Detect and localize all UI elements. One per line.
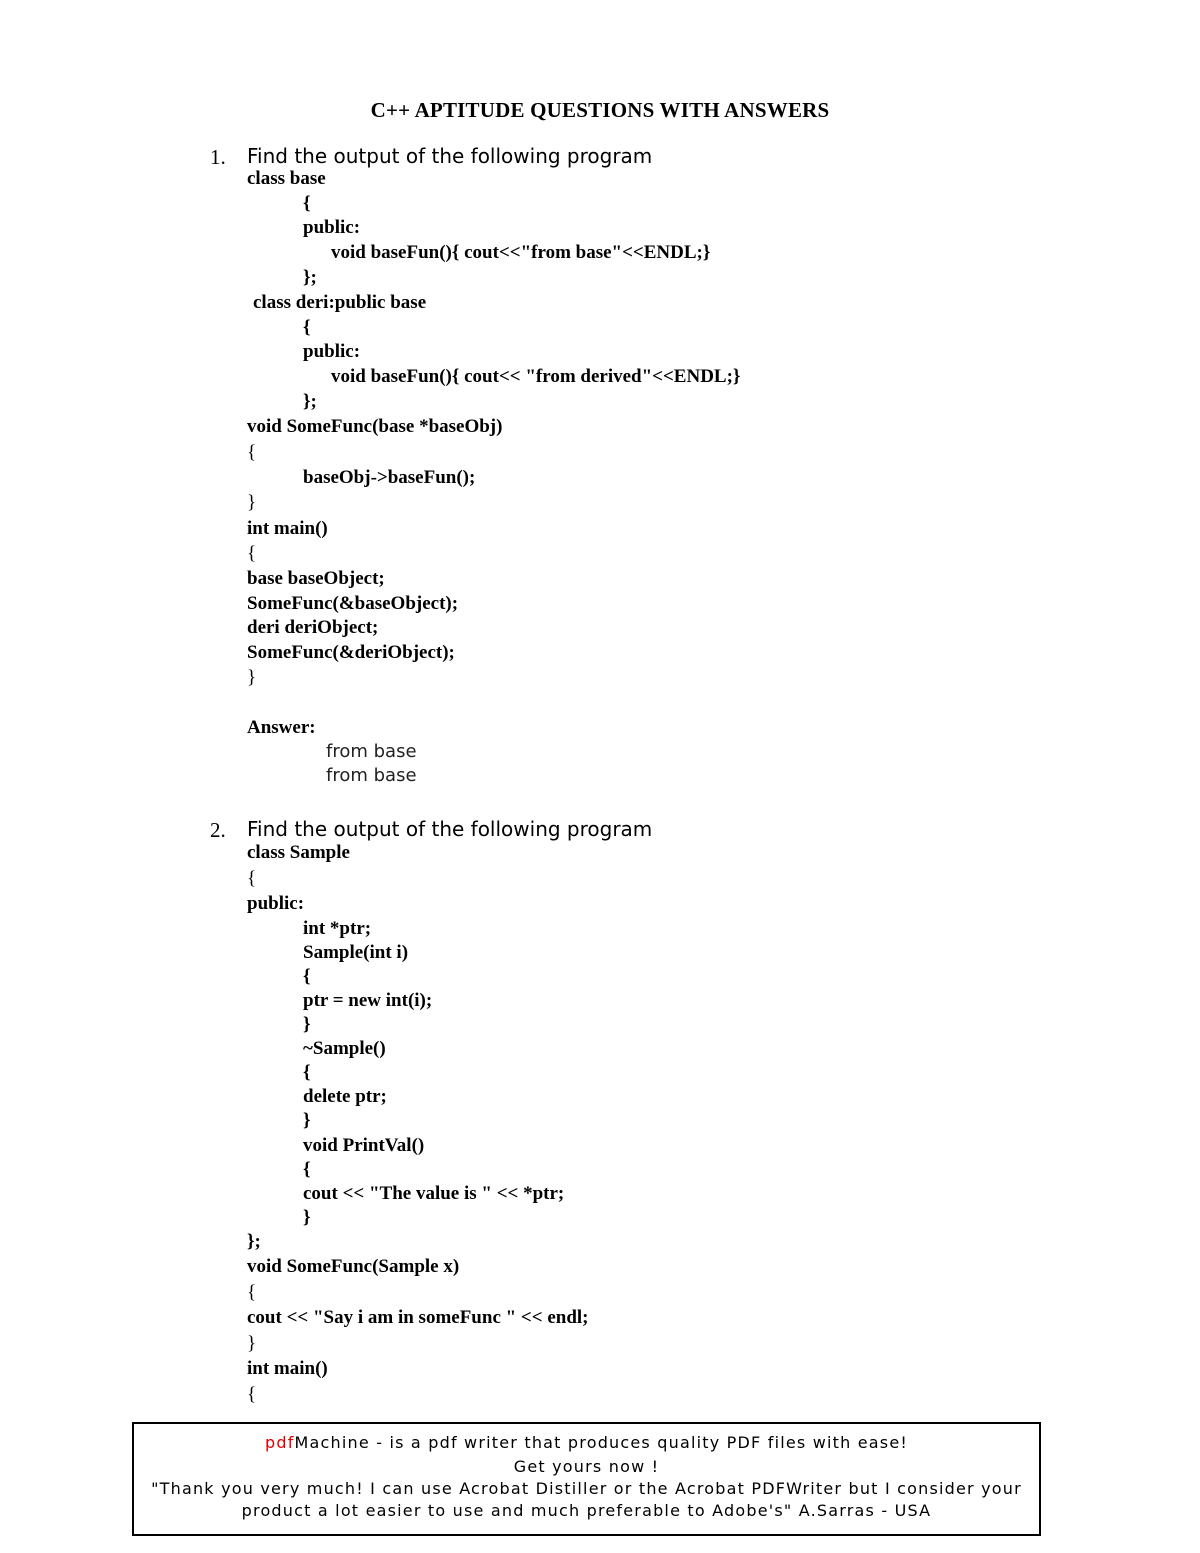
code-line: { <box>247 1282 257 1303</box>
code-line: { <box>247 868 257 889</box>
code-line: Sample(int i) <box>303 942 409 963</box>
code-line: { <box>247 1384 257 1405</box>
code-line: } <box>303 1014 311 1035</box>
code-line: }; <box>247 1231 261 1252</box>
footer-line-4: product a lot easier to use and much preferable to Adobe's" A.Sarras - USA <box>241 1501 932 1520</box>
code-line: SomeFunc(&baseObject); <box>247 593 459 614</box>
code-line: }; <box>303 391 317 412</box>
code-line: ptr = new int(i); <box>303 990 433 1011</box>
code-line: base baseObject; <box>247 568 385 589</box>
code-line: baseObj->baseFun(); <box>303 467 476 488</box>
footer-line-1-text: Machine - is a pdf writer that produces quality PDF files with ease! <box>294 1433 908 1452</box>
footer-line-3: "Thank you very much! I can use Acrobat Distiller or the Acrobat PDFWriter but I consider your <box>151 1479 1022 1498</box>
code-line: class Sample <box>247 842 350 863</box>
code-line: { <box>247 543 257 564</box>
answer-line: from base <box>326 741 417 762</box>
code-line: }; <box>303 267 317 288</box>
code-line: } <box>247 492 257 513</box>
code-line: int main() <box>247 1358 328 1379</box>
code-line: } <box>303 1207 311 1228</box>
footer-brand-prefix: pdf <box>265 1433 295 1452</box>
question-2-prompt: Find the output of the following program <box>247 817 653 841</box>
page-title: C++ APTITUDE QUESTIONS WITH ANSWERS <box>370 98 830 122</box>
code-line: class base <box>247 168 326 189</box>
code-line: } <box>247 1333 257 1354</box>
question-1-number: 1. <box>210 145 226 169</box>
code-line: { <box>303 966 311 987</box>
code-line: deri deriObject; <box>247 617 379 638</box>
code-line: public: <box>303 217 361 238</box>
code-line: { <box>303 1062 311 1083</box>
code-line: { <box>303 1159 311 1180</box>
answer-line: from base <box>326 765 417 786</box>
footer-line-2: Get yours now ! <box>513 1457 660 1476</box>
code-line: public: <box>303 341 361 362</box>
code-line: cout << "The value is " << *ptr; <box>303 1183 565 1204</box>
code-line: { <box>247 442 257 463</box>
code-line: { <box>303 193 311 214</box>
code-line: } <box>247 667 257 688</box>
code-line: void SomeFunc(Sample x) <box>247 1256 460 1277</box>
code-line: cout << "Say i am in someFunc " << endl; <box>247 1307 589 1328</box>
question-1-prompt: Find the output of the following program <box>247 144 653 168</box>
code-line: delete ptr; <box>303 1086 387 1107</box>
question-2-number: 2. <box>210 818 226 842</box>
code-line: void SomeFunc(base *baseObj) <box>247 416 503 437</box>
code-line: { <box>303 317 311 338</box>
code-line: int main() <box>247 518 328 539</box>
code-line: void PrintVal() <box>303 1135 425 1156</box>
code-line: int *ptr; <box>303 918 372 939</box>
answer-label: Answer: <box>247 717 316 738</box>
code-line: SomeFunc(&deriObject); <box>247 642 455 663</box>
code-line: void baseFun(){ cout<<"from base"<<ENDL;} <box>331 242 711 263</box>
code-line: class deri:public base <box>253 292 427 313</box>
footer-line-1 <box>132 1433 1041 1452</box>
code-line: } <box>303 1110 311 1131</box>
code-line: void baseFun(){ cout<< "from derived"<<ENDL;} <box>331 366 741 387</box>
code-line: ~Sample() <box>303 1038 386 1059</box>
code-line: public: <box>247 893 305 914</box>
